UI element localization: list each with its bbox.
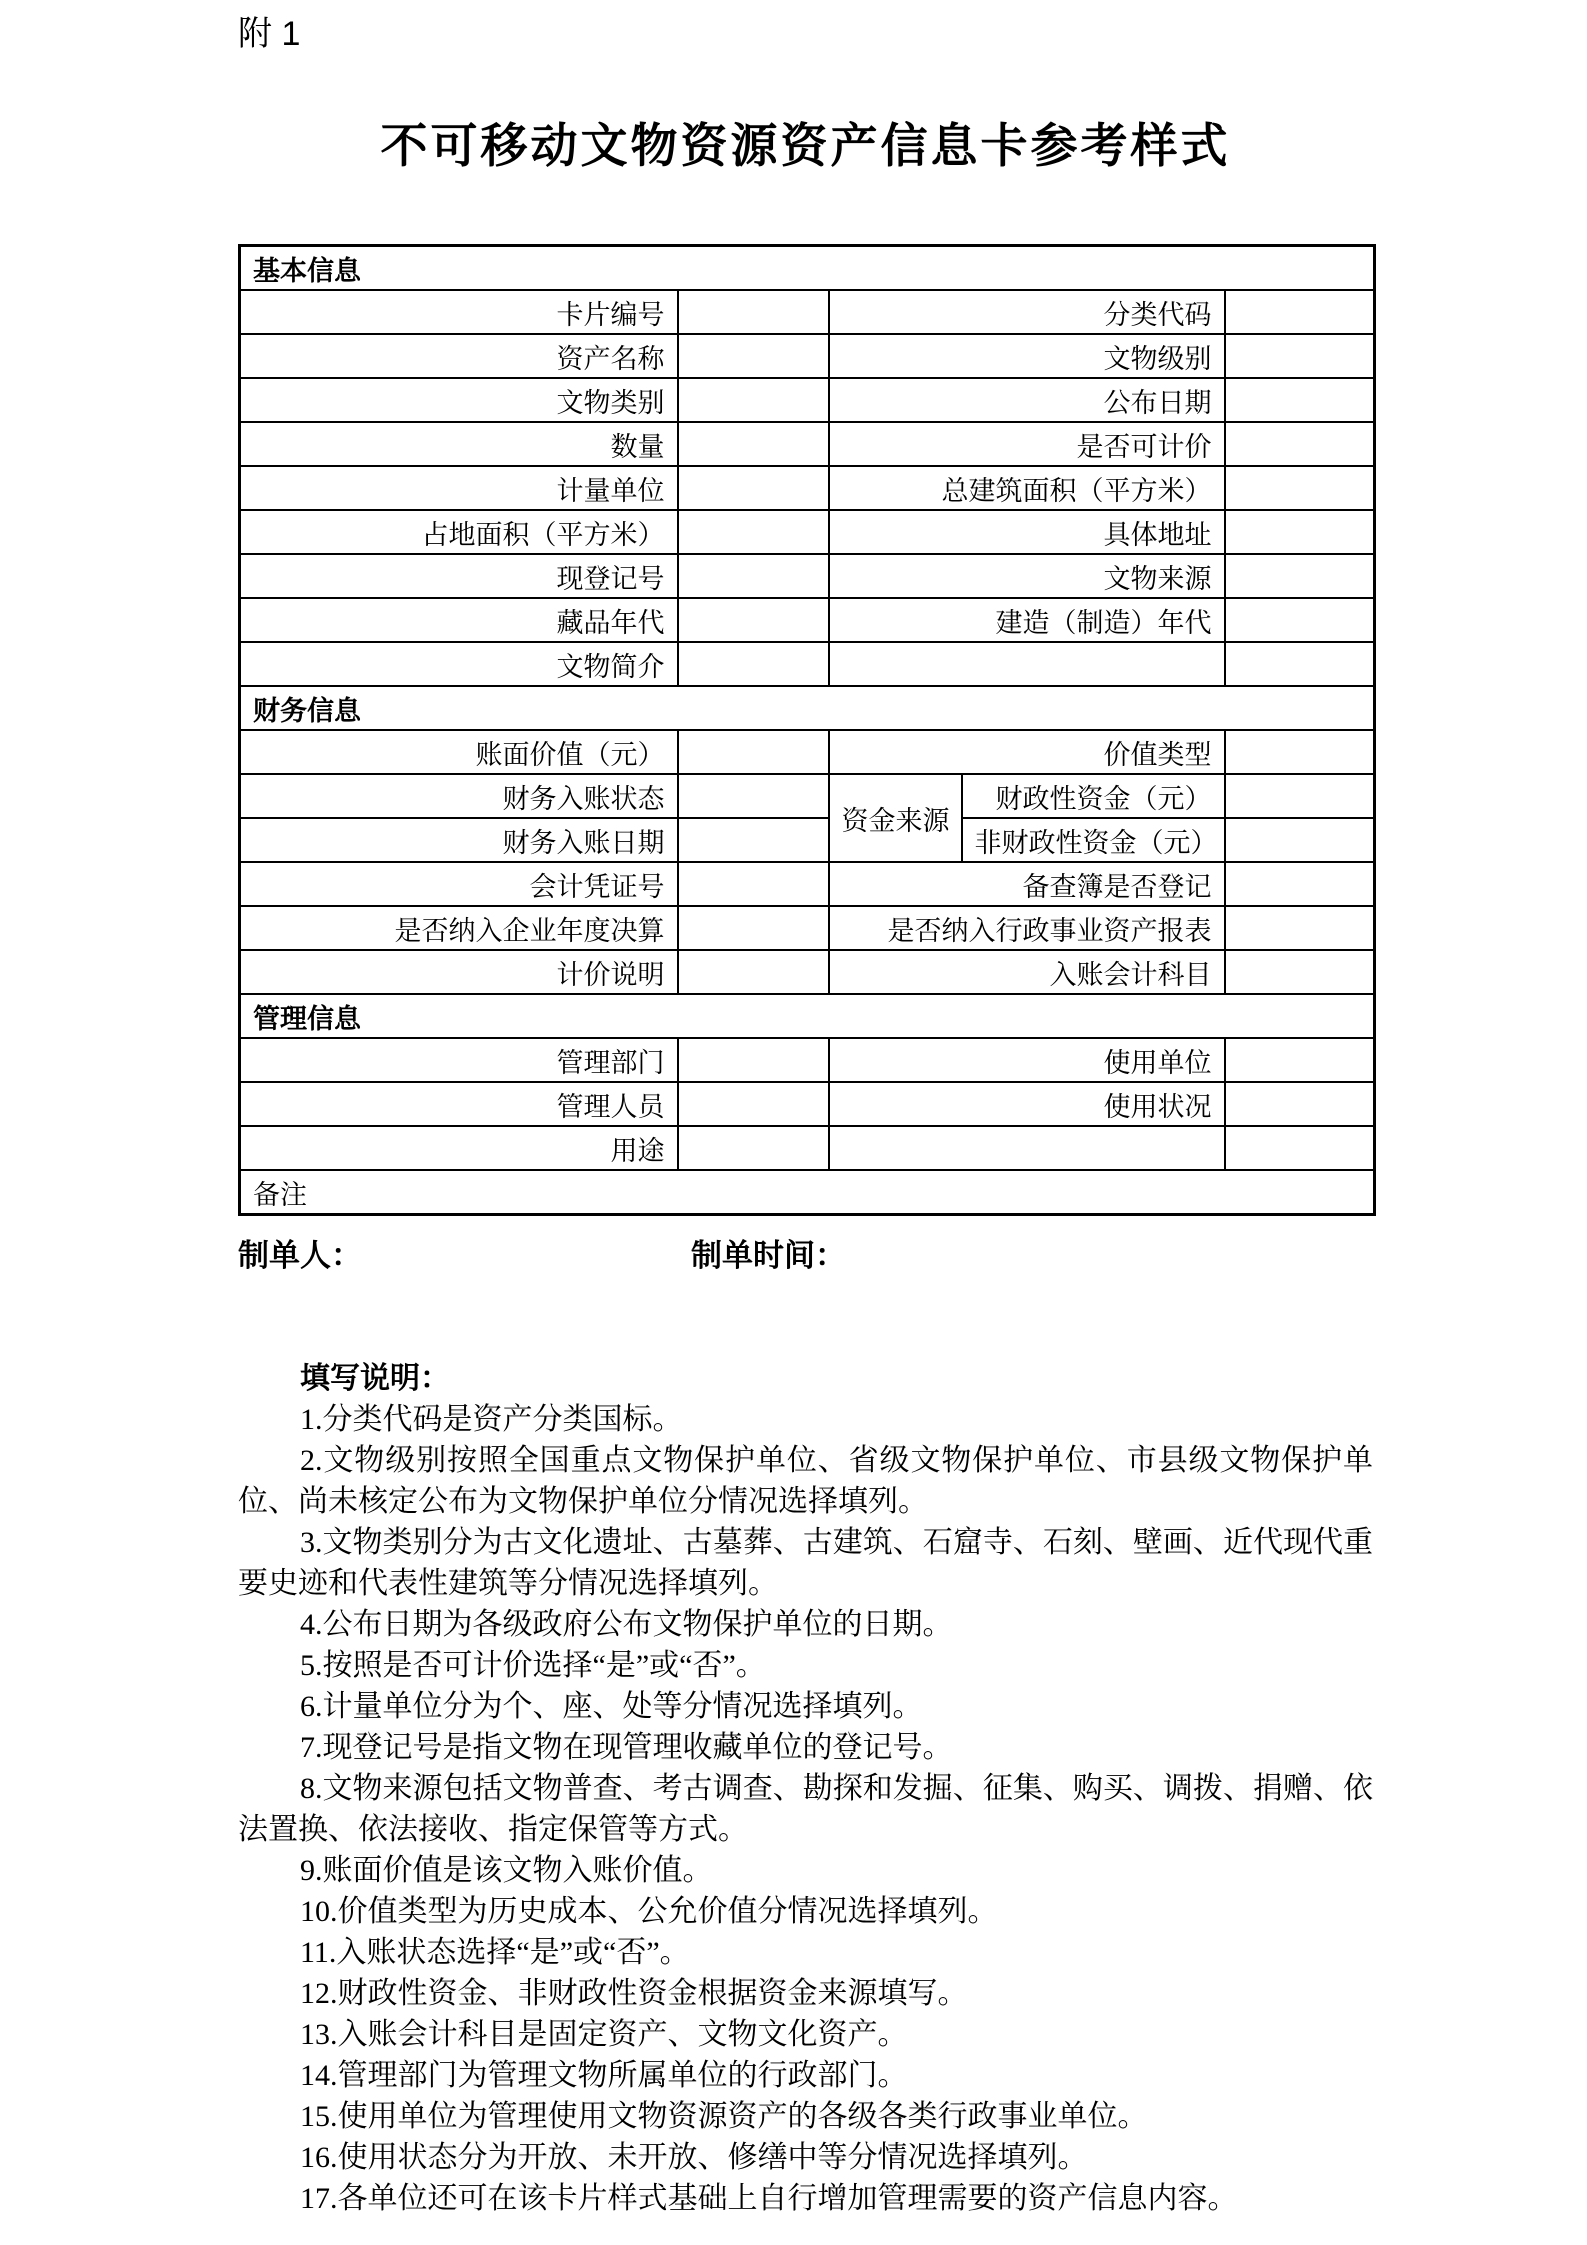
table-row (240, 906, 1375, 950)
table-row (240, 862, 1375, 906)
field-label: 使用单位 (829, 1038, 1225, 1082)
document-page (238, 0, 1373, 2219)
field-label: 现登记号 (240, 554, 678, 598)
note-item: 12.财政性资金、非财政性资金根据资金来源填写。 (300, 1977, 968, 2010)
field-value (678, 642, 829, 686)
field-value (1225, 642, 1375, 686)
section-header-basic: 基本信息 (240, 246, 1375, 291)
field-value (678, 906, 829, 950)
field-value (678, 598, 829, 642)
note-item: 7.现登记号是指文物在现管理收藏单位的登记号。 (300, 1731, 953, 1764)
field-value (1225, 510, 1375, 554)
table-row (240, 642, 1375, 686)
prepare-info-row (238, 1236, 1373, 1276)
table-row (240, 1038, 1375, 1082)
field-value (678, 554, 829, 598)
table-row (240, 1082, 1375, 1126)
field-value (678, 422, 829, 466)
field-value (678, 466, 829, 510)
field-label: 资产名称 (240, 334, 678, 378)
field-label: 占地面积（平方米） (240, 510, 678, 554)
field-value (1225, 730, 1375, 774)
field-value (678, 378, 829, 422)
field-value (678, 818, 829, 862)
table-row (240, 378, 1375, 422)
section-row-finance (240, 686, 1375, 730)
note-item: 1.分类代码是资产分类国标。 (300, 1403, 683, 1436)
field-value (678, 334, 829, 378)
field-label (829, 1126, 1225, 1170)
field-value (678, 1038, 829, 1082)
table-row (240, 1126, 1375, 1170)
field-value (1225, 334, 1375, 378)
note-item: 11.入账状态选择“是”或“否”。 (300, 1936, 690, 1969)
field-value (678, 1126, 829, 1170)
info-card-table (238, 244, 1376, 1216)
field-label: 建造（制造）年代 (829, 598, 1225, 642)
table-row (240, 510, 1375, 554)
field-value (1225, 950, 1375, 994)
field-label: 使用状况 (829, 1082, 1225, 1126)
field-value (1225, 422, 1375, 466)
field-value (1225, 290, 1375, 334)
note-item: 14.管理部门为管理文物所属单位的行政部门。 (300, 2059, 908, 2092)
note-item: 10.价值类型为历史成本、公允价值分情况选择填列。 (300, 1895, 998, 1928)
field-label: 文物简介 (240, 642, 678, 686)
remark-label: 备注 (240, 1170, 1375, 1215)
field-value (678, 774, 829, 818)
section-header-management: 管理信息 (240, 994, 1375, 1038)
field-value (1225, 906, 1375, 950)
section-header-finance: 财务信息 (240, 686, 1375, 730)
field-label: 数量 (240, 422, 678, 466)
field-label: 管理人员 (240, 1082, 678, 1126)
note-item: 15.使用单位为管理使用文物资源资产的各级各类行政事业单位。 (300, 2100, 1148, 2133)
field-label: 计量单位 (240, 466, 678, 510)
field-label: 管理部门 (240, 1038, 678, 1082)
field-label: 文物来源 (829, 554, 1225, 598)
table-row (240, 730, 1375, 774)
section-row-basic (240, 246, 1375, 291)
note-item: 9.账面价值是该文物入账价值。 (300, 1854, 713, 1887)
field-label: 文物类别 (240, 378, 678, 422)
notes-heading: 填写说明： (300, 1362, 450, 1395)
note-item: 17.各单位还可在该卡片样式基础上自行增加管理需要的资产信息内容。 (300, 2182, 1238, 2215)
field-value (1225, 598, 1375, 642)
field-label: 藏品年代 (240, 598, 678, 642)
field-label: 分类代码 (829, 290, 1225, 334)
funding-source-label: 资金来源 (829, 774, 962, 862)
field-label: 用途 (240, 1126, 678, 1170)
field-value (1225, 1082, 1375, 1126)
table-row (240, 950, 1375, 994)
table-row (240, 334, 1375, 378)
field-value (1225, 774, 1375, 818)
field-label: 财务入账日期 (240, 818, 678, 862)
field-value (1225, 378, 1375, 422)
field-label: 是否纳入企业年度决算 (240, 906, 678, 950)
field-label: 总建筑面积（平方米） (829, 466, 1225, 510)
field-value (1225, 862, 1375, 906)
field-label: 备查簿是否登记 (829, 862, 1225, 906)
prepare-time-label: 制单时间： (691, 1238, 846, 1273)
field-value (678, 730, 829, 774)
table-row (240, 290, 1375, 334)
field-label: 计价说明 (240, 950, 678, 994)
field-label: 是否可计价 (829, 422, 1225, 466)
field-value (678, 1082, 829, 1126)
field-label: 卡片编号 (240, 290, 678, 334)
field-label: 入账会计科目 (829, 950, 1225, 994)
field-label: 财政性资金（元） (962, 774, 1225, 818)
note-item: 13.入账会计科目是固定资产、文物文化资产。 (300, 2018, 908, 2051)
note-item: 5.按照是否可计价选择“是”或“否”。 (300, 1649, 766, 1682)
note-item: 6.计量单位分为个、座、处等分情况选择填列。 (300, 1690, 923, 1723)
field-value (1225, 554, 1375, 598)
attachment-label: 附 1 (238, 15, 301, 53)
page-title: 不可移动文物资源资产信息卡参考样式 (380, 121, 1231, 173)
field-value (678, 950, 829, 994)
field-label: 具体地址 (829, 510, 1225, 554)
field-value (678, 510, 829, 554)
table-row (240, 554, 1375, 598)
field-label: 账面价值（元） (240, 730, 678, 774)
field-label: 文物级别 (829, 334, 1225, 378)
note-item: 16.使用状态分为开放、未开放、修缮中等分情况选择填列。 (300, 2141, 1088, 2174)
field-label: 是否纳入行政事业资产报表 (829, 906, 1225, 950)
field-label: 非财政性资金（元） (962, 818, 1225, 862)
section-row-management (240, 994, 1375, 1038)
field-label: 会计凭证号 (240, 862, 678, 906)
note-item: 3.文物类别分为古文化遗址、古墓葬、古建筑、石窟寺、石刻、壁画、近代现代重要史迹和代表性建筑等分情况选择填列。 (238, 1526, 1373, 1600)
table-row (240, 466, 1375, 510)
table-row (240, 774, 1375, 818)
field-value (678, 290, 829, 334)
preparer-label: 制单人： (238, 1238, 362, 1273)
field-value (1225, 1038, 1375, 1082)
table-row (240, 422, 1375, 466)
note-item: 2.文物级别按照全国重点文物保护单位、省级文物保护单位、市县级文物保护单位、尚未核定公布为文物保护单位分情况选择填列。 (238, 1444, 1373, 1518)
field-value (1225, 1126, 1375, 1170)
note-item: 4.公布日期为各级政府公布文物保护单位的日期。 (300, 1608, 953, 1641)
field-value (1225, 818, 1375, 862)
field-value (1225, 466, 1375, 510)
field-label (829, 642, 1225, 686)
table-row (240, 818, 1375, 862)
note-item: 8.文物来源包括文物普查、考古调查、勘探和发掘、征集、购买、调拨、捐赠、依法置换、依法接收、指定保管等方式。 (238, 1772, 1373, 1846)
fill-instructions (238, 1358, 1373, 2219)
field-value (678, 862, 829, 906)
remark-row (240, 1170, 1375, 1215)
field-label: 财务入账状态 (240, 774, 678, 818)
field-label: 价值类型 (829, 730, 1225, 774)
table-row (240, 598, 1375, 642)
field-label: 公布日期 (829, 378, 1225, 422)
